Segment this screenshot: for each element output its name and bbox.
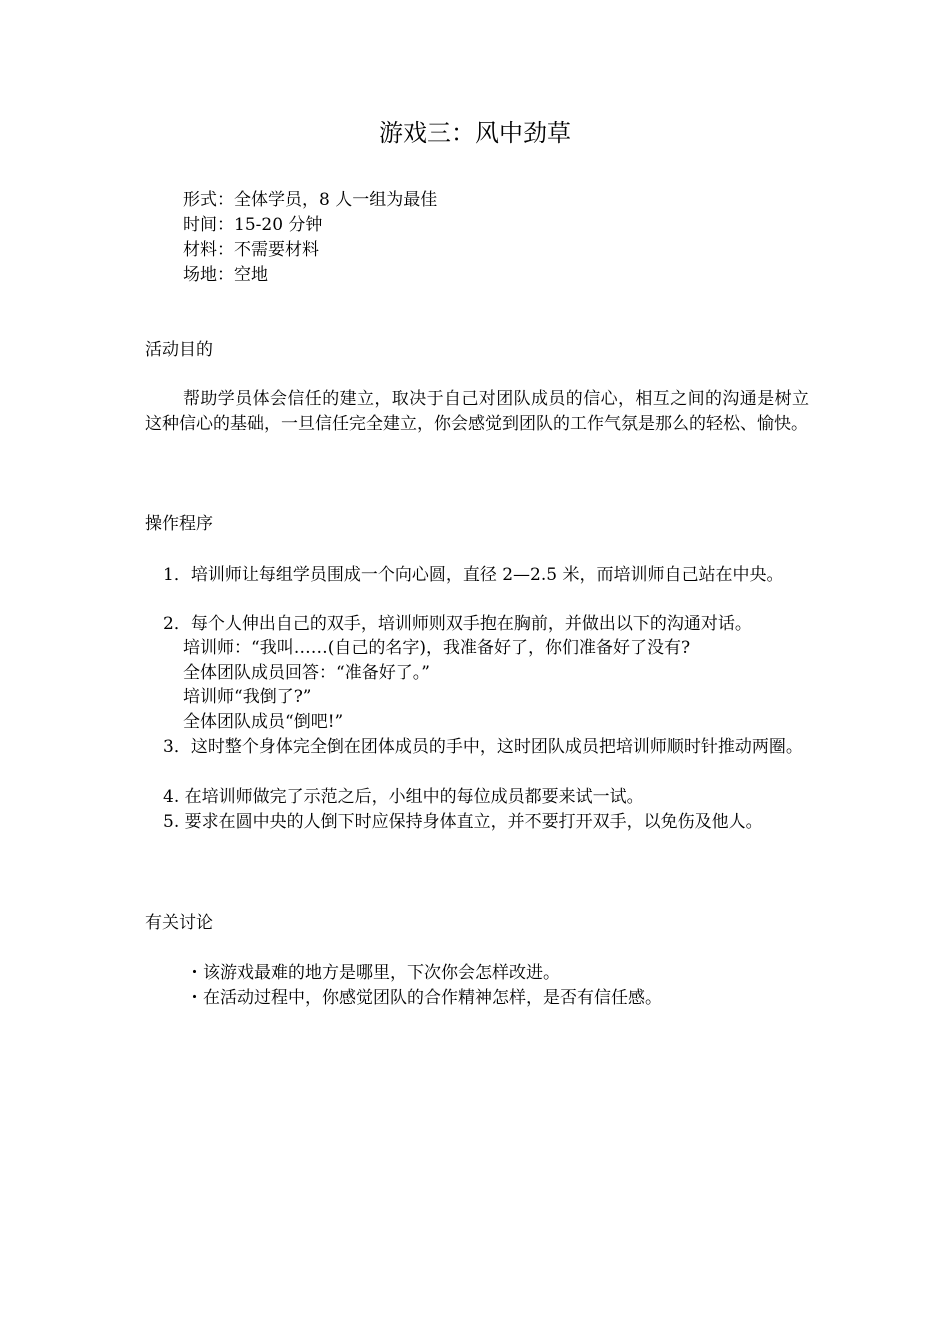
procedure-step-4: 4. 在培训师做完了示范之后，小组中的每位成员都要来试一试。 [163, 787, 644, 807]
dialogue-line: 培训师：“我叫……(自己的名字)，我准备好了，你们准备好了没有? [183, 638, 691, 658]
procedure-step-1: 1．培训师让每组学员围成一个向心圆，直径 2—2.5 米，而培训师自己站在中央。 [163, 565, 784, 585]
dialogue-line: 全体团队成员回答：“准备好了。” [183, 663, 430, 683]
discussion-bullet: ・该游戏最难的地方是哪里，下次你会怎样改进。 [186, 963, 560, 983]
meta-venue: 场地：空地 [183, 265, 268, 285]
procedure-step-2: 2．每个人伸出自己的双手，培训师则双手抱在胸前，并做出以下的沟通对话。 [163, 614, 752, 634]
meta-time: 时间：15-20 分钟 [183, 215, 323, 235]
meta-format: 形式：全体学员，8 人一组为最佳 [183, 190, 438, 210]
procedure-step-3: 3．这时整个身体完全倒在团体成员的手中，这时团队成员把培训师顺时针推动两圈。 [163, 737, 803, 757]
dialogue-line: 全体团队成员“倒吧!” [183, 712, 344, 732]
dialogue-line: 培训师“我倒了?” [183, 687, 312, 707]
section-heading-purpose: 活动目的 [145, 340, 213, 360]
meta-materials: 材料：不需要材料 [183, 240, 319, 260]
procedure-step-5: 5. 要求在圆中央的人倒下时应保持身体直立，并不要打开双手，以免伤及他人。 [163, 812, 763, 832]
purpose-paragraph: 帮助学员体会信任的建立，取决于自己对团队成员的信心，相互之间的沟通是树立这种信心的基础，一旦信任完全建立，你会感觉到团队的工作气氛是那么的轻松、愉快。 [145, 389, 809, 434]
section-heading-discussion: 有关讨论 [145, 913, 213, 933]
section-heading-procedure: 操作程序 [145, 514, 213, 534]
discussion-bullet: ・在活动过程中，你感觉团队的合作精神怎样，是否有信任感。 [186, 988, 662, 1008]
document-title: 游戏三：风中劲草 [379, 119, 571, 147]
